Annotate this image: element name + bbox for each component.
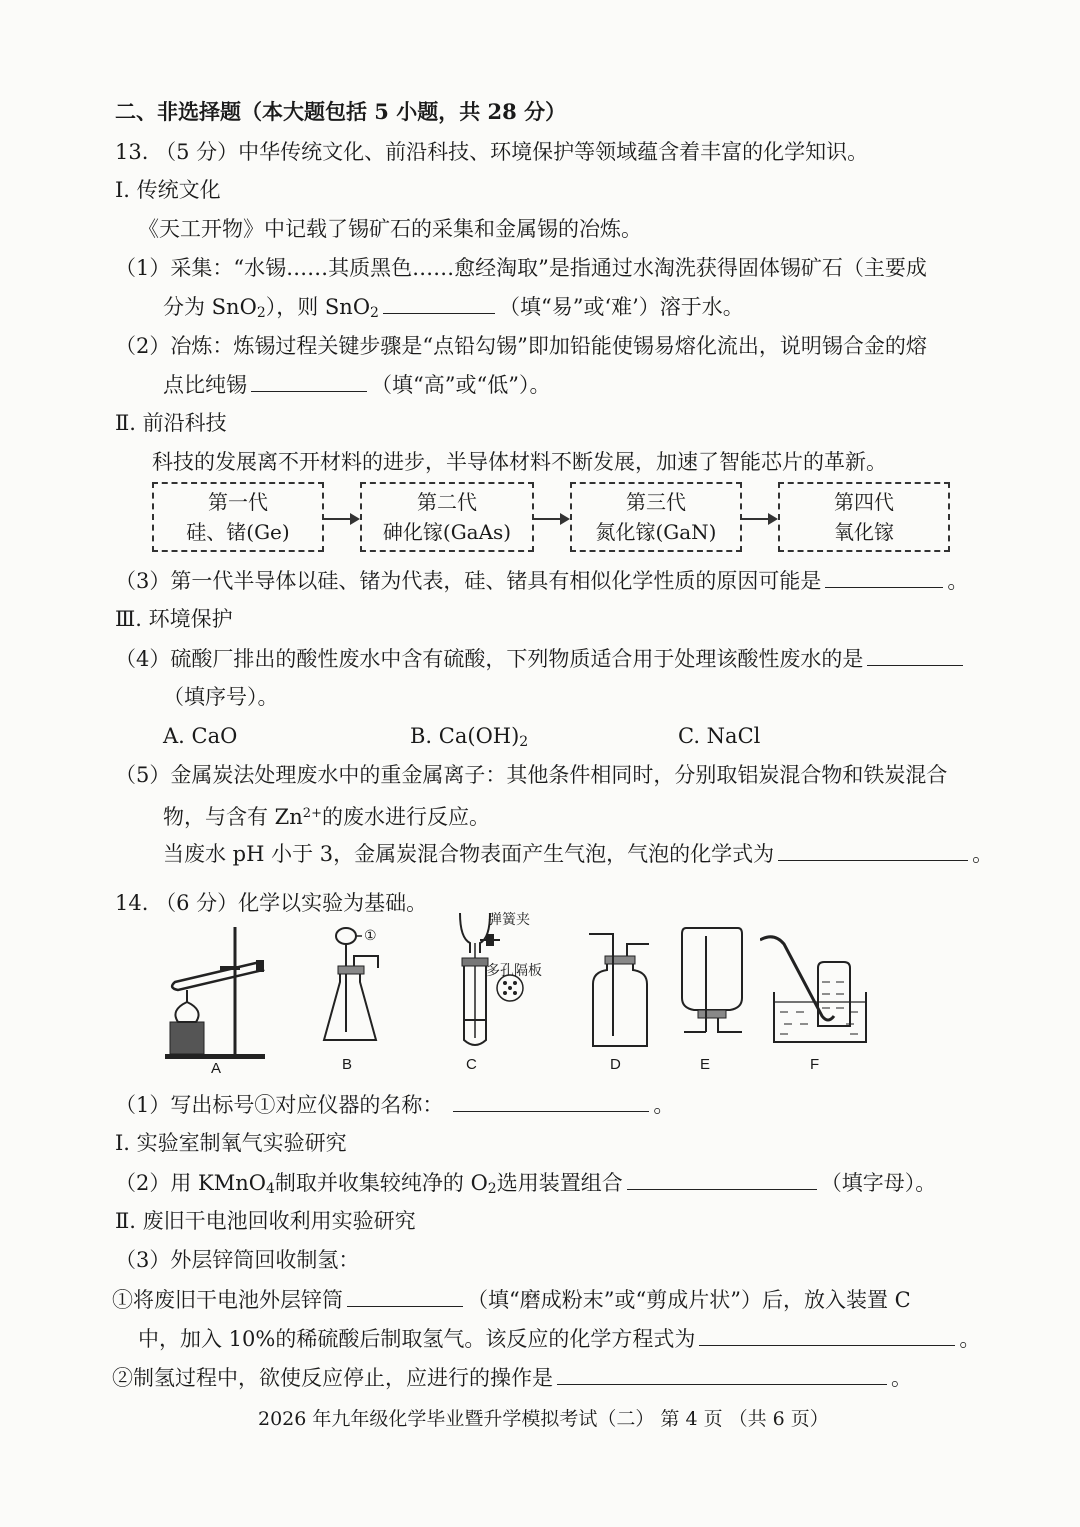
q14-2-text-a: （2）用 KMnO [115,1171,266,1195]
q14-2-text-c: 选用装置组合 [496,1171,623,1195]
q13-1-line2 [163,291,744,328]
q13-5-text-c: 当废水 pH 小于 3，金属炭混合物表面产生气泡，气泡的化学式为 [163,842,775,866]
q14-part1-title: I. 实验室制氧气实验研究 [115,1131,347,1155]
q13-2-line1: （2）冶炼：炼锡过程关键步骤是“点铅勾锡”即加铅能使锡易熔化流出，说明锡合金的熔 [115,334,927,358]
apparatus-b-icon [318,922,398,1052]
q14-3-1-line1 [112,1284,911,1315]
generation-material: 砷化镓(GaAs) [382,520,512,544]
q13-4-line1 [115,643,967,674]
q14-3-title: （3）外层锌筒回收制氢： [115,1248,360,1272]
q14-2-text-d: （填字母）。 [820,1171,937,1195]
q14-3-1-text-a: ①将废旧干电池外层锌筒 [112,1288,343,1312]
section-title: 二、非选择题（本大题包括 5 小题，共 28 分） [115,99,567,124]
q14-3-2 [112,1362,912,1393]
q14-1 [115,1089,674,1120]
q13-4-line2: （填序号）。 [163,685,279,709]
answer-blank[interactable] [699,1323,955,1346]
q14-stem: 14. （6 分）化学以实验为基础。 [115,891,428,915]
answer-blank[interactable] [825,565,943,588]
marker-1: ① [364,928,377,944]
subscript: 2 [370,305,379,321]
apparatus-d-icon [585,926,655,1054]
generation-material: 氧化镓 [834,520,894,544]
generation-box-4 [778,482,950,552]
generation-title: 第一代 [208,490,268,514]
option-c: C. NaCl [678,724,761,748]
q13-5-text-a: 物，与含有 Zn [163,805,303,829]
page-footer: 2026 年九年级化学毕业暨升学模拟考试（二） 第 4 页 （共 6 页） [258,1408,829,1430]
q13-part1-title: I. 传统文化 [115,178,221,202]
q14-1-text: （1）写出标号①对应仪器的名称： [115,1093,444,1117]
q14-2-text-b: 制取并收集较纯净的 O [274,1171,488,1195]
generation-box-1 [152,482,324,552]
apparatus-label-a: A [211,1060,222,1077]
q13-part2-title: Ⅱ. 前沿科技 [115,411,227,435]
answer-blank[interactable] [627,1167,817,1190]
option-b-text: B. Ca(OH) [410,724,520,748]
q13-1-text-a: 分为 SnO [163,295,257,319]
q14-3-2-text: ②制氢过程中，欲使反应停止，应进行的操作是 [112,1366,553,1390]
arrow-icon [322,518,358,520]
porous-plate-label: 多孔隔板 [486,963,542,979]
q13-5-line1: （5）金属炭法处理废水中的重金属离子：其他条件相同时，分别取铝炭混合物和铁炭混合 [115,763,948,787]
apparatus-label-c: C [466,1056,477,1073]
generation-title: 第三代 [626,490,686,514]
period: 。 [959,1327,981,1351]
q13-2-text-b: （填“高”或“低”）。 [371,373,551,397]
answer-blank[interactable] [778,838,968,861]
arrow-icon [740,518,776,520]
clamp-label: 弹簧夹 [488,912,530,928]
subscript: 2 [519,734,529,750]
q13-2-line2 [163,369,550,400]
q14-3-1-text-b: （填“磨成粉末”或“剪成片状”）后，放入装置 C [467,1288,911,1312]
period: 。 [972,842,994,866]
q13-5-line2 [163,799,490,832]
q13-3-text: （3）第一代半导体以硅、锗为代表，硅、锗具有相似化学性质的原因可能是 [115,569,822,593]
option-a: A. CaO [163,724,238,748]
q13-3 [115,565,968,596]
q14-2 [115,1167,936,1204]
period: 。 [653,1093,675,1117]
apparatus-label-f: F [810,1056,820,1073]
answer-blank[interactable] [383,291,495,314]
q13-part2-intro: 科技的发展离不开材料的进步，半导体材料不断发展，加速了智能芯片的革新。 [152,450,887,474]
answer-blank[interactable] [557,1362,887,1385]
generation-title: 第二代 [417,490,477,514]
q13-4-text: （4）硫酸厂排出的酸性废水中含有硫酸，下列物质适合用于处理该酸性废水的是 [115,647,864,671]
superscript: 2+ [302,806,322,821]
apparatus-a-icon [160,922,275,1062]
q13-stem: 13. （5 分）中华传统文化、前沿科技、环境保护等领域蕴含着丰富的化学知识。 [115,140,869,164]
apparatus-label-d: D [610,1056,621,1073]
option-b [410,721,528,757]
answer-blank[interactable] [453,1089,649,1112]
subscript: 2 [487,1181,497,1197]
subscript: 2 [256,305,266,321]
generation-title: 第四代 [834,490,894,514]
apparatus-label-b: B [342,1056,353,1073]
apparatus-label-e: E [700,1056,711,1073]
generation-material: 硅、锗(Ge) [186,520,290,544]
q13-part3-title: Ⅲ. 环境保护 [115,607,233,631]
q13-1-text-c: （填“易”或‘难’）溶于水。 [498,295,744,319]
q13-2-text-a: 点比纯锡 [163,373,247,397]
answer-blank[interactable] [347,1284,463,1307]
q14-3-1-line2 [138,1323,980,1354]
q13-1-text-b: ），则 SnO [265,295,371,319]
generation-box-2 [360,482,534,552]
q13-part1-intro: 《天工开物》中记载了锡矿石的采集和金属锡的冶炼。 [138,217,642,241]
q13-5-line3 [163,838,993,869]
answer-blank[interactable] [867,643,963,666]
q13-1-line1: （1）采集：“水锡……其质黑色……愈经淘取”是指通过水淘洗获得固体锡矿石（主要成 [115,256,927,280]
apparatus-e-icon [672,922,752,1052]
generation-material: 氮化镓(GaN) [595,520,717,544]
subscript: 4 [265,1181,275,1197]
arrow-icon [532,518,568,520]
apparatus-c-icon [450,908,540,1053]
q14-3-1-text-c: 中，加入 10%的稀硫酸后制取氢气。该反应的化学方程式为 [138,1327,696,1351]
period: 。 [947,569,969,593]
period: 。 [891,1366,912,1390]
generation-box-3 [570,482,742,552]
apparatus-f-icon [760,930,875,1050]
q14-part2-title: Ⅱ. 废旧干电池回收利用实验研究 [115,1209,416,1233]
answer-blank[interactable] [251,369,367,392]
q13-5-text-b: 的废水进行反应。 [321,805,490,829]
